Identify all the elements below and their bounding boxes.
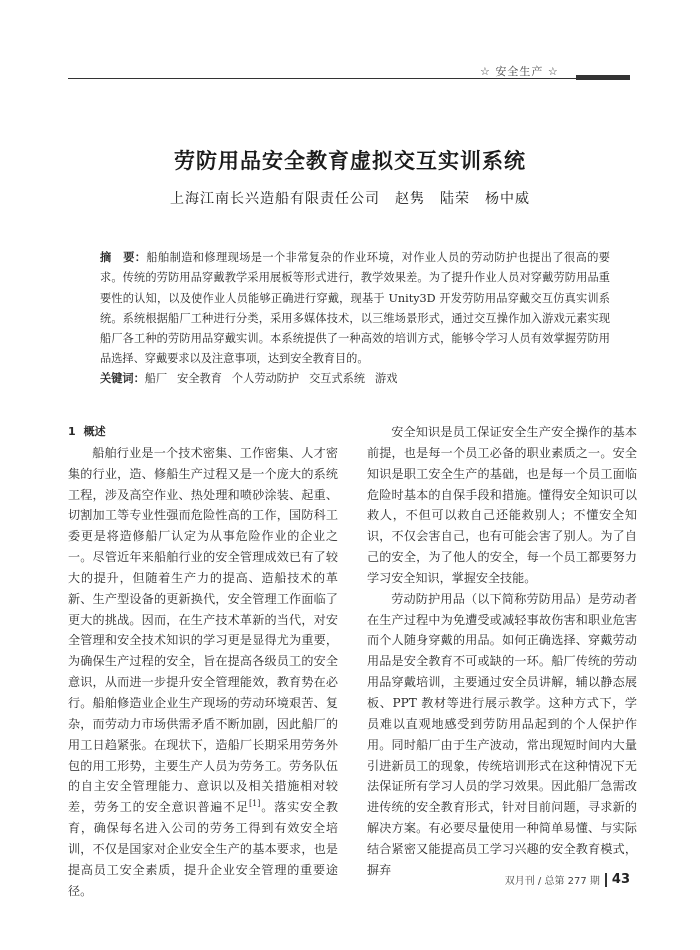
citation-ref: [1] [249, 799, 261, 809]
keywords-label: 关键词： [100, 372, 145, 385]
footer-separator [605, 873, 607, 887]
header-rule [68, 78, 630, 79]
keyword: 个人劳动防护 [231, 372, 300, 385]
abstract-label: 摘 要： [100, 251, 147, 264]
header-bar [576, 75, 630, 80]
keyword: 交互式系统 [309, 372, 366, 385]
page-number: 43 [611, 872, 630, 887]
paragraph [68, 443, 338, 902]
keyword: 船厂 [144, 372, 168, 385]
keyword: 安全教育 [177, 372, 222, 385]
paper-authors: 上海江南长兴造船有限责任公司 赵隽 陆荣 杨中威 [170, 191, 530, 207]
paragraph: 安全知识是员工保证安全生产安全操作的基本前提，也是每一个员工必备的职业素质之一。安全知识是职工安全生产的基础，也是每一个员工面临危险时基本的自保手段和措施。懂得安全知识可以救人，不但可以救自己还能救别人；不懂安全知识，不仅会害自己，也有可能会害了别人。为了自己的安全，为了他人的安全，每一个员工都要努力学习安全知识，掌握安全技能。 [367, 425, 637, 585]
body-column-left [68, 422, 338, 901]
body-column-right [367, 422, 637, 881]
section-tag: ☆ 安全生产 ☆ [480, 65, 559, 78]
keywords [100, 370, 610, 386]
paragraph-text: 船舶行业是一个技术密集、工作密集、人才密集的行业，造、修船生产过程又是一个庞大的系统工程，涉及高空作业、热处理和喷砂涂装、起重、切割加工等专业性强而危险性高的工作，国防科工委更是将造修船厂认定为从事危险作业的企业之一。尽管近年来船舶行业的安全管理成效已有了较大的提升，但随着生产力的提高、造船技术的革新、生产型设备的更新换代，安全管理工作面临了更大的挑战。因而，在生产技术革新的当代，对安全管理和安全技术知识的学习更是显得尤为重要，为确保生产过程的安全，旨在提高各级员工的安全意识，从而进一步提升安全管理能效，教育势在必行。船舶修造业企业生产现场的劳动环境艰苦、复杂，而劳动力市场供需矛盾不断加剧，因此船厂的用工日趋紧张。在现状下，造船厂长期采用劳务外包的用工形势，主要生产人员为劳务工。劳务队伍的自主安全管理能力、意识以及相关措施相对较差，劳务工的安全意识普遍不足 [68, 445, 338, 815]
paragraph: 劳动防护用品（以下简称劳防用品）是劳动者在生产过程中为免遭受或减轻事故伤害和职业危害而个人随身穿戴的用品。如何正确选择、穿戴劳动用品是安全教育不可或缺的一环。船厂传统的劳动用品穿戴培训，主要通过安全员讲解，辅以静态展板、PPT 教材等进行展示教学。这种方式下，学员难以直观地感受到劳防用品起到的个人保护作用。同时船厂由于生产波动，常出现短时间内大量引进新员工的现象，传统培训形式在这种情况下无法保证所有学习人员的学习效果。因此船厂急需改进传统的安全教育形式，针对目前问题，寻求新的解决方案。有必要尽量使用一种简单易懂、与实际结合紧密又能提高员工学习兴趣的安全教育模式，摒弃 [367, 591, 637, 877]
abstract-text: 船舶制造和修理现场是一个非常复杂的作业环境，对作业人员的劳动防护也提出了很高的要求。传统的劳防用品穿戴教学采用展板等形式进行，教学效果差。为了提升作业人员对穿戴劳防用品重要性的认知，以及使作业人员能够正确进行穿戴，现基于 Unity3D 开发劳防用品穿戴交互仿真实训系统。系统根据船厂工种进行分类，采用多媒体技术，以三维场景形式，通过交互操作加入游戏元素实现船厂各工种的劳防用品穿戴实训。本系统提供了一种高效的培训方式，能够令学习人员有效掌握劳防用品选择、穿戴要求以及注意事项，达到安全教育目的。 [100, 251, 610, 366]
section-title: 概述 [83, 425, 106, 438]
issue-info: 双月刊 / 总第 277 期 [504, 876, 600, 887]
paper-title: 劳防用品安全教育虚拟交互实训系统 [174, 149, 526, 173]
abstract [100, 248, 610, 370]
section-number: 1 [68, 425, 76, 438]
keyword: 游戏 [375, 372, 398, 385]
paragraph-text: 。落实安全教育，确保每名进入公司的劳务工得到有效安全培训，不仅是国家对企业安全生产的基本要求，也是提高员工安全素质，提升企业安全管理的重要途径。 [68, 800, 338, 898]
section-heading [68, 422, 338, 443]
page-footer [505, 872, 630, 887]
